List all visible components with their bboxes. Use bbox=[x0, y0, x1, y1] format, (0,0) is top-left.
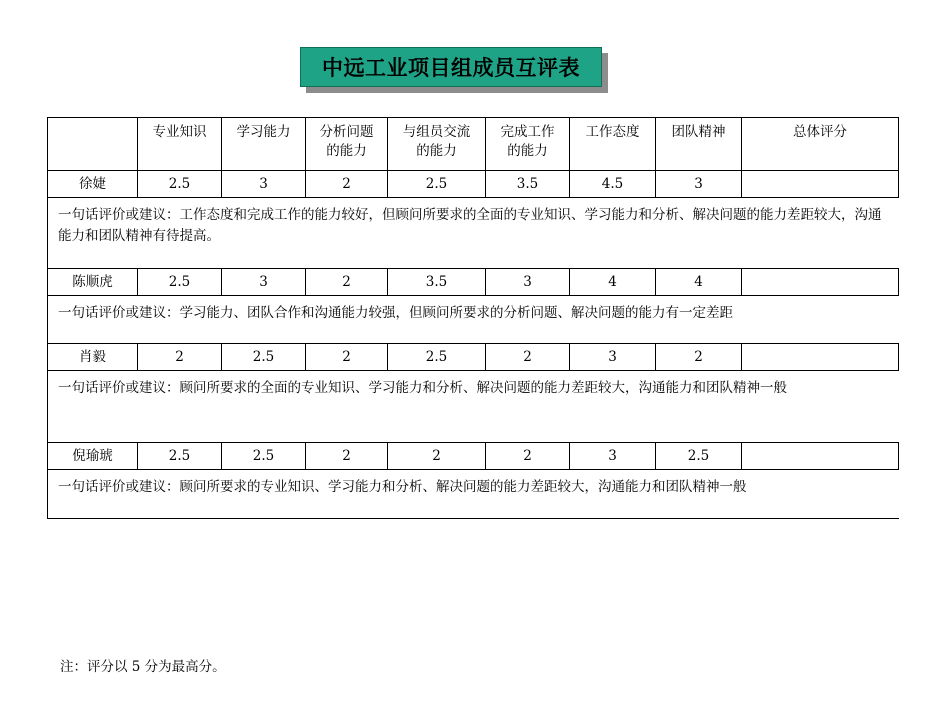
score-cell: 3 bbox=[486, 269, 570, 296]
score-cell: 3 bbox=[656, 171, 742, 198]
score-row bbox=[48, 269, 899, 296]
footnote: 注：评分以 5 分为最高分。 bbox=[60, 659, 226, 675]
score-cell bbox=[742, 269, 899, 296]
header-cell bbox=[48, 118, 138, 171]
score-cell: 2 bbox=[656, 344, 742, 371]
score-cell: 2 bbox=[306, 344, 388, 371]
header-cell: 与组员交流 的能力 bbox=[388, 118, 486, 171]
score-cell: 2 bbox=[138, 344, 222, 371]
comment-row bbox=[48, 198, 899, 269]
header-cell: 分析问题 的能力 bbox=[306, 118, 388, 171]
score-cell: 3.5 bbox=[388, 269, 486, 296]
title-banner bbox=[300, 47, 602, 87]
score-cell: 2.5 bbox=[222, 443, 306, 470]
score-row bbox=[48, 171, 899, 198]
comment-row bbox=[48, 296, 899, 344]
score-cell: 2 bbox=[306, 443, 388, 470]
score-cell: 2 bbox=[388, 443, 486, 470]
member-name: 陈顺虎 bbox=[48, 269, 138, 296]
score-cell: 3 bbox=[570, 443, 656, 470]
score-cell: 2 bbox=[306, 269, 388, 296]
header-cell: 完成工作 的能力 bbox=[486, 118, 570, 171]
comment-row bbox=[48, 470, 899, 519]
header-cell: 团队精神 bbox=[656, 118, 742, 171]
evaluation-table bbox=[47, 117, 899, 519]
score-cell: 3 bbox=[222, 171, 306, 198]
score-cell: 2 bbox=[486, 443, 570, 470]
comment-text: 一句话评价或建议：工作态度和完成工作的能力较好，但顾问所要求的全面的专业知识、学习能力和分析、解决问题的能力差距较大，沟通能力和团队精神有待提高。 bbox=[48, 198, 899, 269]
score-cell: 2.5 bbox=[388, 344, 486, 371]
comment-row bbox=[48, 371, 899, 443]
score-cell: 2.5 bbox=[656, 443, 742, 470]
score-cell: 2.5 bbox=[388, 171, 486, 198]
comment-text: 一句话评价或建议：顾问所要求的专业知识、学习能力和分析、解决问题的能力差距较大，沟通能力和团队精神一般 bbox=[48, 470, 899, 519]
score-cell: 3 bbox=[222, 269, 306, 296]
page-title: 中远工业项目组成员互评表 bbox=[300, 47, 602, 87]
score-cell: 4.5 bbox=[570, 171, 656, 198]
score-cell: 2.5 bbox=[138, 269, 222, 296]
score-cell bbox=[742, 171, 899, 198]
score-cell: 3.5 bbox=[486, 171, 570, 198]
member-name: 徐婕 bbox=[48, 171, 138, 198]
header-row bbox=[48, 118, 899, 171]
header-cell: 总体评分 bbox=[742, 118, 899, 171]
header-cell: 工作态度 bbox=[570, 118, 656, 171]
member-name: 肖毅 bbox=[48, 344, 138, 371]
score-cell: 2 bbox=[306, 171, 388, 198]
comment-text: 一句话评价或建议：学习能力、团队合作和沟通能力较强，但顾问所要求的分析问题、解决问题的能力有一定差距 bbox=[48, 296, 899, 344]
score-cell: 4 bbox=[656, 269, 742, 296]
comment-text: 一句话评价或建议：顾问所要求的全面的专业知识、学习能力和分析、解决问题的能力差距较大，沟通能力和团队精神一般 bbox=[48, 371, 899, 443]
score-row bbox=[48, 443, 899, 470]
score-row bbox=[48, 344, 899, 371]
score-cell bbox=[742, 443, 899, 470]
header-cell: 学习能力 bbox=[222, 118, 306, 171]
score-cell: 2.5 bbox=[138, 443, 222, 470]
score-cell: 2.5 bbox=[138, 171, 222, 198]
score-cell: 2 bbox=[486, 344, 570, 371]
score-cell: 4 bbox=[570, 269, 656, 296]
header-cell: 专业知识 bbox=[138, 118, 222, 171]
score-cell: 2.5 bbox=[222, 344, 306, 371]
member-name: 倪瑜琥 bbox=[48, 443, 138, 470]
score-cell: 3 bbox=[570, 344, 656, 371]
score-cell bbox=[742, 344, 899, 371]
